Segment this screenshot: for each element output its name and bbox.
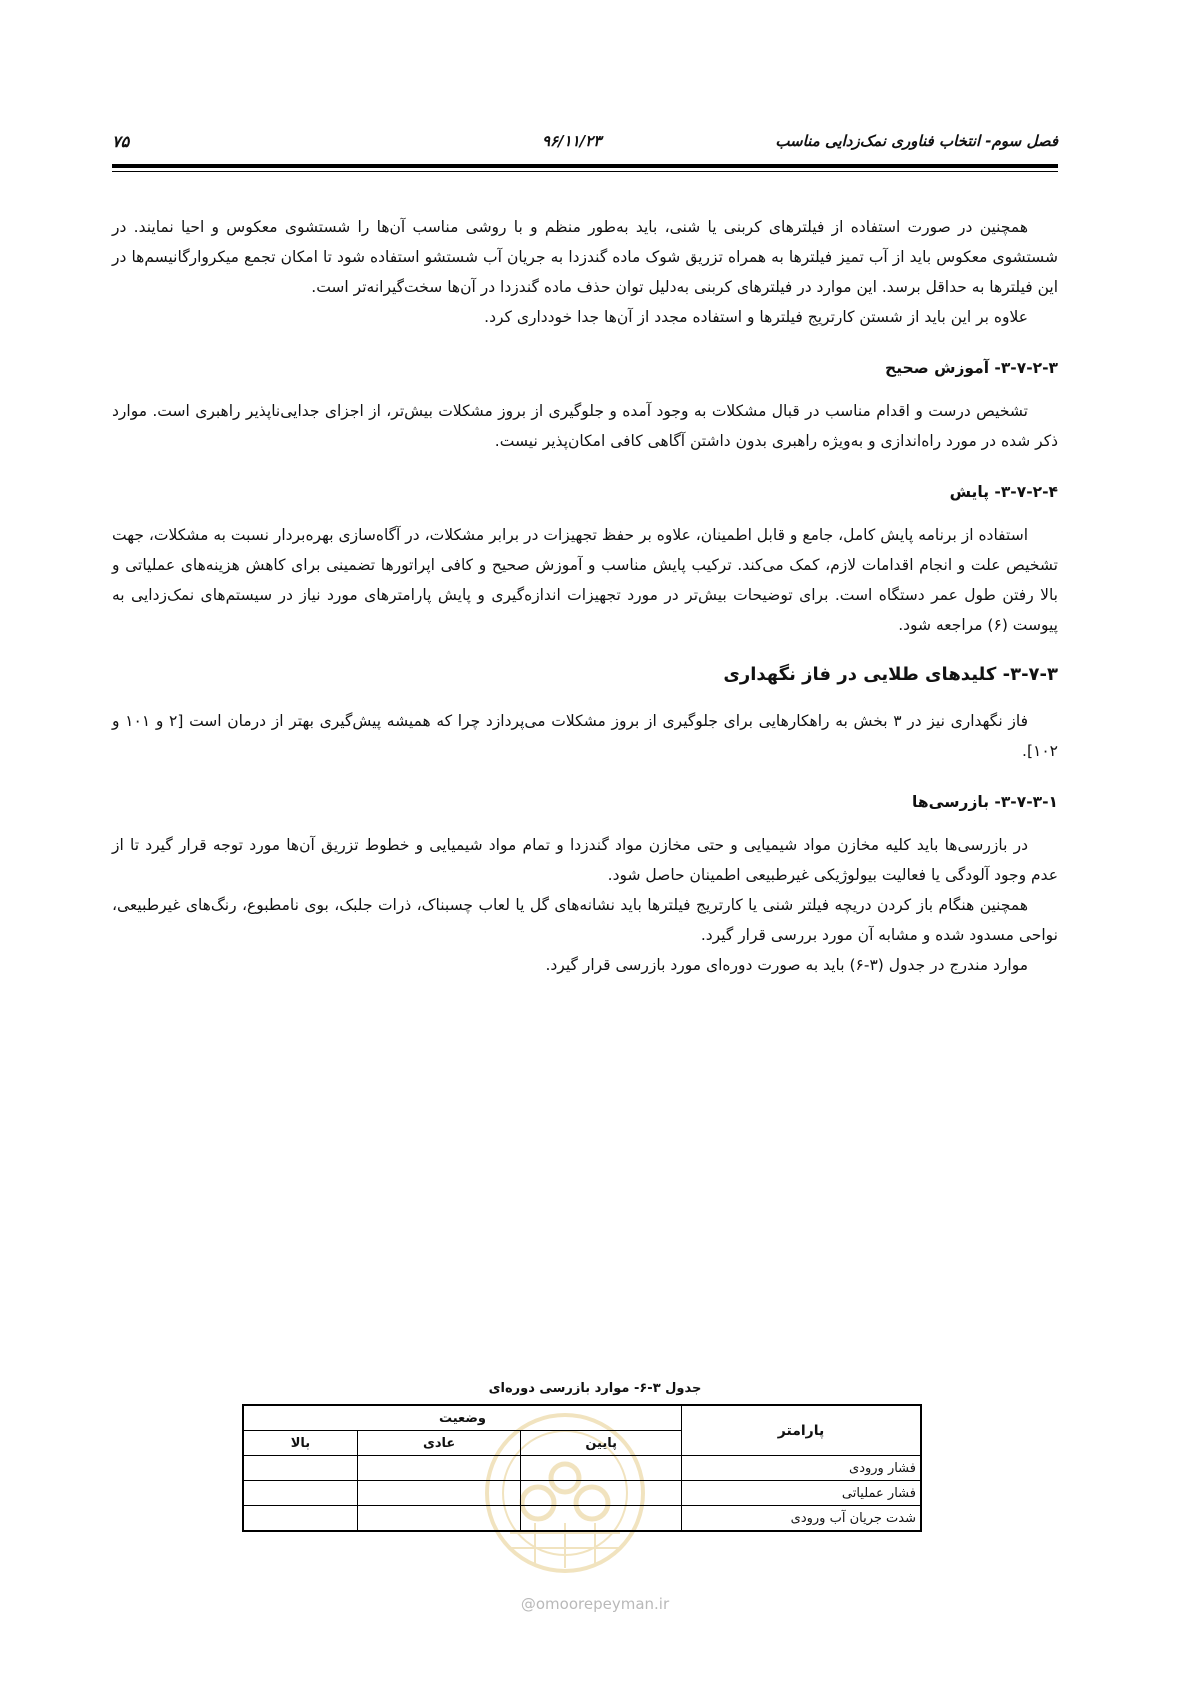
cell-low	[521, 1506, 682, 1532]
cell-high	[243, 1456, 357, 1481]
paragraph-inspections: در بازرسی‌ها باید کلیه مخازن مواد شیمیایی و حتی مخازن مواد گندزدا و تمام مواد شیمیایی و خطوط تزریق آن‌ها مورد توجه قرار گیرد تا از عدم وجود آلودگی یا فعالیت بیولوژیکی غیرطبیعی اطمینان حاصل شود.	[112, 836, 1058, 884]
watermark-site-text: omoorepeyman.ir	[535, 1595, 670, 1613]
page-number: ۷۵	[112, 132, 130, 151]
heading-monitoring: ۳-۷-۲-۴- پایش	[949, 483, 1058, 501]
cell-high	[243, 1506, 357, 1532]
cell-low	[521, 1481, 682, 1506]
status-col-normal: عادی	[357, 1431, 520, 1456]
param-header: پارامتر	[682, 1405, 922, 1456]
table-caption: جدول ۳-۶- موارد بازرسی دوره‌ای	[488, 1381, 702, 1396]
table-header-row	[243, 1405, 921, 1431]
status-col-low: پایین	[521, 1431, 682, 1456]
cell-low	[521, 1456, 682, 1481]
cell-normal	[357, 1481, 520, 1506]
watermark-site: @omoorepeyman.ir	[520, 1595, 670, 1613]
paragraph-cartridge: علاوه بر این باید از شستن کارتریج فیلترها و استفاده مجدد از آن‌ها جدا خودداری کرد.	[484, 308, 1028, 326]
row-param: فشار ورودی	[682, 1456, 922, 1481]
paragraph-training: تشخیص درست و اقدام مناسب در قبال مشکلات به وجود آمده و جلوگیری از بروز مشکلات بیش‌تر، از اجزای جدایی‌ناپذیر راهبری است. موارد ذکر شده در مورد راه‌اندازی و به‌ویژه راهبری بدون داشتن آگاهی کافی امکان‌پذیر نیست.	[112, 402, 1058, 450]
paragraph-monitoring: استفاده از برنامه پایش کامل، جامع و قابل اطمینان، علاوه بر حفظ تجهیزات در برابر مشکلات، در آگاه‌سازی بهره‌بردار نسبت به مشکلات، جهت تشخیص علت و انجام اقدامات لازم، کمک می‌کند. ترکیب پایش مناسب و آموزش صحیح و کافی اپراتورها تضمینی برای کاهش هزینه‌های عملیاتی و بالا رفتن طول عمر دستگاه است. برای توضیحات بیش‌تر در مورد تجهیزات اندازه‌گیری و پایش پارامترهای مورد نیاز در سیستم‌های نمک‌زدایی به پیوست (۶) مراجعه شود.	[112, 526, 1058, 634]
header-date: ۹۶/۱۱/۲۳	[542, 132, 602, 150]
page-body	[112, 212, 1058, 980]
status-col-high: بالا	[243, 1431, 357, 1456]
chapter-title: فصل سوم- انتخاب فناوری نمک‌زدایی مناسب	[775, 132, 1058, 150]
cell-high	[243, 1481, 357, 1506]
table-row	[243, 1506, 921, 1532]
row-param: شدت جریان آب ورودی	[682, 1506, 922, 1532]
heading-golden-keys: ۳-۷-۳- کلیدهای طلایی در فاز نگهداری	[723, 664, 1058, 685]
page-header	[112, 128, 1058, 158]
inspection-table-wrapper	[242, 1404, 922, 1532]
paragraph-maintenance: فاز نگهداری نیز در ۳ بخش به راهکارهایی برای جلوگیری از بروز مشکلات می‌پردازد چرا که همیشه پیش‌گیری بهتر از درمان است [۲ و ۱۰۱ و ۱۰۲].	[112, 712, 1058, 760]
row-param: فشار عملیاتی	[682, 1481, 922, 1506]
header-rule-thin	[112, 171, 1058, 172]
inspection-table	[242, 1404, 922, 1532]
paragraph-filter-check: همچنین هنگام باز کردن دریچه فیلتر شنی یا کارتریج فیلترها باید نشانه‌های گل یا لعاب چسبناک، ذرات جلبک، بوی نامطبوع، رنگ‌های غیرطبیعی، نواحی مسدود شده و مشابه آن مورد بررسی قرار گیرد.	[112, 896, 1058, 944]
header-rule-thick	[112, 164, 1058, 168]
table-row	[243, 1481, 921, 1506]
cell-normal	[357, 1456, 520, 1481]
paragraph-table-ref: موارد مندرج در جدول (۳-۶) باید به صورت دوره‌ای مورد بازرسی قرار گیرد.	[545, 956, 1028, 974]
cell-normal	[357, 1506, 520, 1532]
status-header: وضعیت	[243, 1405, 682, 1431]
heading-inspections: ۳-۷-۳-۱- بازرسی‌ها	[912, 793, 1058, 811]
heading-training: ۳-۷-۲-۳- آموزش صحیح	[885, 359, 1058, 377]
paragraph-backwash: همچنین در صورت استفاده از فیلترهای کربنی یا شنی، باید به‌طور منظم و با روشی مناسب آن‌ها را شستشوی معکوس و احیا نمایند. در شستشوی معکوس باید از آب تمیز فیلترها به همراه تزریق شوک ماده گندزدا به جریان آب شستشو استفاده شود تا امکان تجمع میکروارگانیسم‌ها در این فیلترها به حداقل برسد. این موارد در فیلترهای کربنی به‌دلیل توان حذف ماده گندزدا در آن‌ها سخت‌گیرانه‌تر است.	[112, 218, 1058, 296]
table-row	[243, 1456, 921, 1481]
